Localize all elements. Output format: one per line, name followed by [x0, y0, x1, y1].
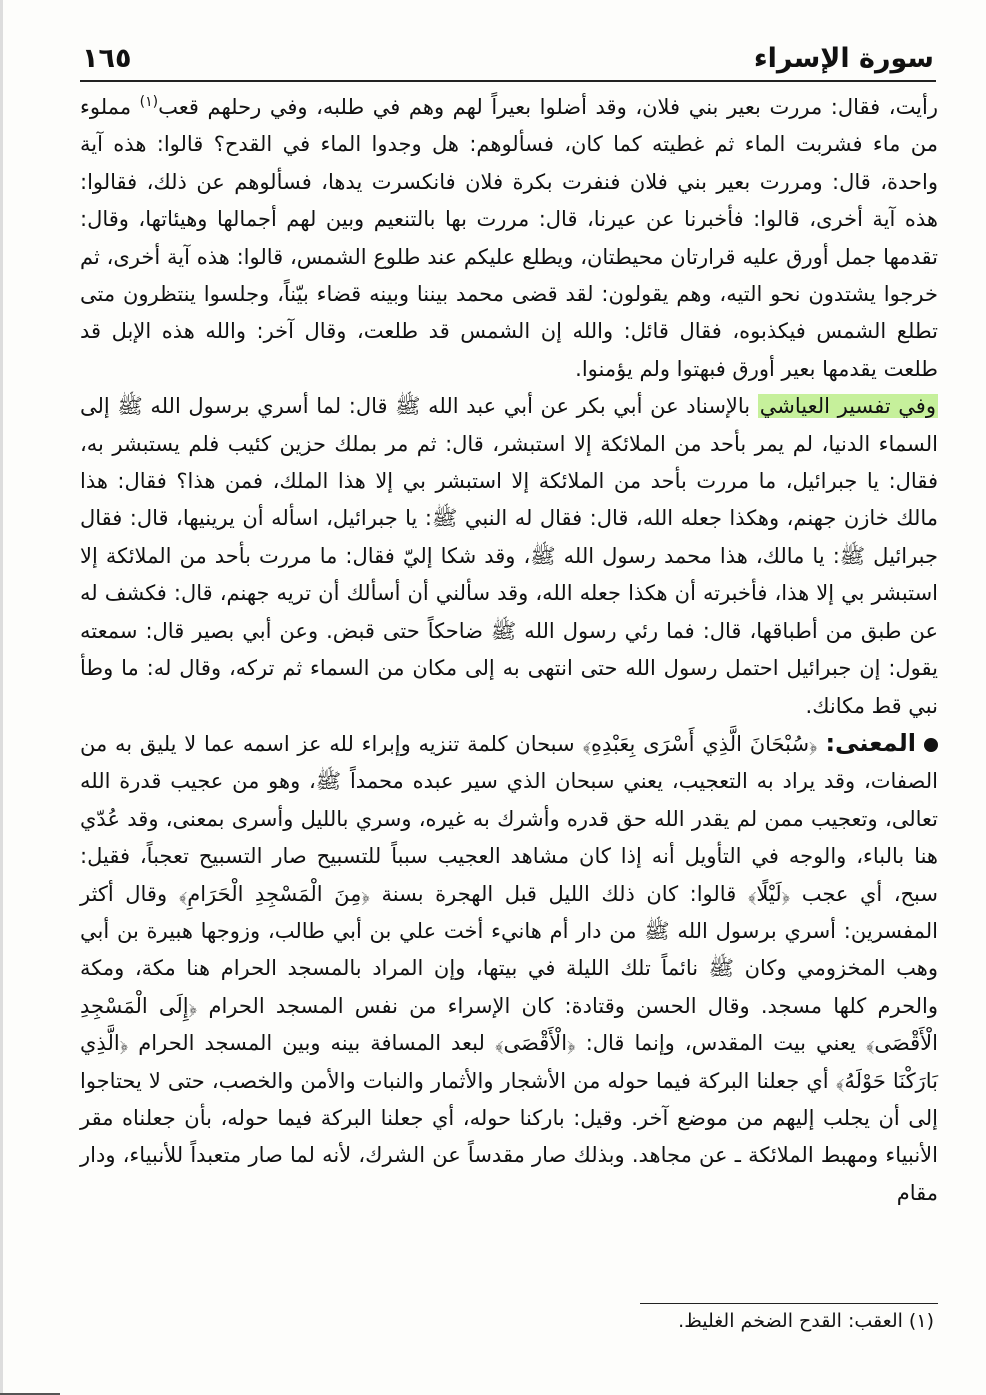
header-divider: [80, 80, 936, 82]
footnote-divider: [640, 1303, 938, 1304]
bullet-icon: [924, 738, 938, 752]
footnote: (١) العقب: القدح الضخم الغليظ.: [678, 1310, 934, 1332]
paragraph-3-text: ﴿سُبْحَانَ الَّذِي أَسْرَى بِعَبْدِهِ﴾ سبحان كلمة تنزيه وإبراء لله عز اسمه عما لا يليق به من الصفات، وقد يراد به التعجيب، يعني سبحان الذي سير عبده محمداً ﷺ، وهو من عجيب قدرة الله تعالى، وتعجيب ممن لم يقدر الله حق قدره وأشرك به غيره، وسري بالليل وأسرى بمعنى، وقد عُدّي هنا بالباء، والوجه في التأويل أنه إذا كان مشاهد العجيب سبباً للتسبيح صار التسبيح تعجباً، فقيل: سبح، أي عجب ﴿لَيْلًا﴾ قالوا: كان ذلك الليل قبل الهجرة بسنة ﴿مِنَ الْمَسْجِدِ الْحَرَامِ﴾ وقال أكثر المفسرين: أسري برسول الله ﷺ من دار أم هانيء أخت علي بن أبي طالب، وزوجها هبيرة بن أبي وهب المخزومي وكان ﷺ نائماً تلك الليلة في بيتها، وإن المراد بالمسجد الحرام هنا مكة، ومكة والحرم كلها مسجد. وقال الحسن وقتادة: كان الإسراء من نفس المسجد الحرام ﴿إِلَى الْمَسْجِدِ الْأَقْصَى﴾ يعني بيت المقدس، وإنما قال: ﴿الْأَقْصَى﴾ لبعد المسافة بينه وبين المسجد الحرام ﴿الَّذِي بَارَكْنَا حَوْلَهُ﴾ أي جعلنا البركة فيما حوله من الأشجار والأثمار والنبات والأمن والخصب، حتى لا يحتاجوا إلى أن يجلب إليهم من موضع آخر. وقيل: باركنا حوله، أي جعلنا البركة فيما حوله، بأن جعلناه مقر الأنبياء ومهبط الملائكة ـ عن مجاهد. وبذلك صار مقدساً عن الشرك، لأنه لما صار متعبداً للأنبياء، ودار مقام: [80, 731, 938, 1205]
page-number: ١٦٥: [82, 43, 132, 74]
footnote-marker: (١): [139, 94, 159, 110]
highlighted-phrase: وفي تفسير العياشي: [759, 394, 936, 419]
scan-edge: [0, 0, 3, 1395]
body-text: [80, 84, 938, 1212]
paragraph-2: [80, 388, 938, 725]
paragraph-2-text: بالإسناد عن أبي بكر عن أبي عبد الله ﷺ قال: لما أسري برسول الله ﷺ إلى السماء الدنيا، لم يمر بأحد من الملائكة إلا استبشر، قال: ثم مر بملك حزين كئيب فلم يستبشر به، فقال: يا جبرائيل، ما مررت بأحد من الملائكة إلا استبشر بي إلا هذا الملك، فمن هذا؟ فقال: هذا مالك خازن جهنم، وهكذا جعله الله، قال: فقال له النبي ﷺ: يا جبرائيل، اسأله أن يرينيها، قال: فقال جبرائيل ﷺ: يا مالك، هذا محمد رسول الله ﷺ، وقد شكا إليّ فقال: ما مررت بأحد من الملائكة إلا استبشر بي إلا هذا، فأخبرته أن هكذا جعله الله، وقد سألني أن أسألك أن تريه جهنم، قال: فكشف له عن طبق من أطباقها، قال: فما رئي رسول الله ﷺ ضاحكاً حتى قبض. وعن أبي بصير قال: سمعته يقول: إن جبرائيل احتمل رسول الله حتى انتهى به إلى مكان من السماء ثم تركه، وقال له: ما وطأ نبي قط مكانك.: [80, 394, 938, 718]
surah-title: سورة الإسراء: [753, 43, 934, 74]
section-term: المعنى:: [825, 728, 916, 757]
paragraph-1-text: رأيت، فقال: مررت بعير بني فلان، وقد أضلوا بعيراً لهم وهم في طلبه، وفي رحلهم قعب$^{(١)}$ مملوء من ماء فشربت الماء ثم غطيته كما كان، فسألوهم: هل وجدوا الماء في القدح؟ قالوا: هذه آية واحدة، قال: ومررت بعير بني فلان فنفرت بكرة فلان فانكسرت يدها، فسألوهم عن ذلك، فقالوا: هذه آية أخرى، قالوا: فأخبرنا عن عيرنا، قال: مررت بها بالتنعيم وبين لهم أجمالها وهيئاتها، وقال: تقدمها جمل أورق عليه قرارتان محيطتان، ويطلع عليكم عند طلوع الشمس، قالوا: هذه آية أخرى، ثم خرجوا يشتدون نحو التيه، وهم يقولون: لقد قضى محمد بيننا وبينه قضاء بيّناً، وجلسوا ينتظرون متى تطلع الشمس فيكذبوه، فقال قائل: والله إن الشمس قد طلعت، وقال آخر: والله هذه الإبل قد طلعت يقدمها بعير أورق فبهتوا ولم يؤمنوا.: [80, 94, 939, 381]
page-header: [82, 30, 934, 74]
paragraph-3: [80, 725, 938, 1212]
paragraph-1: [80, 84, 938, 388]
